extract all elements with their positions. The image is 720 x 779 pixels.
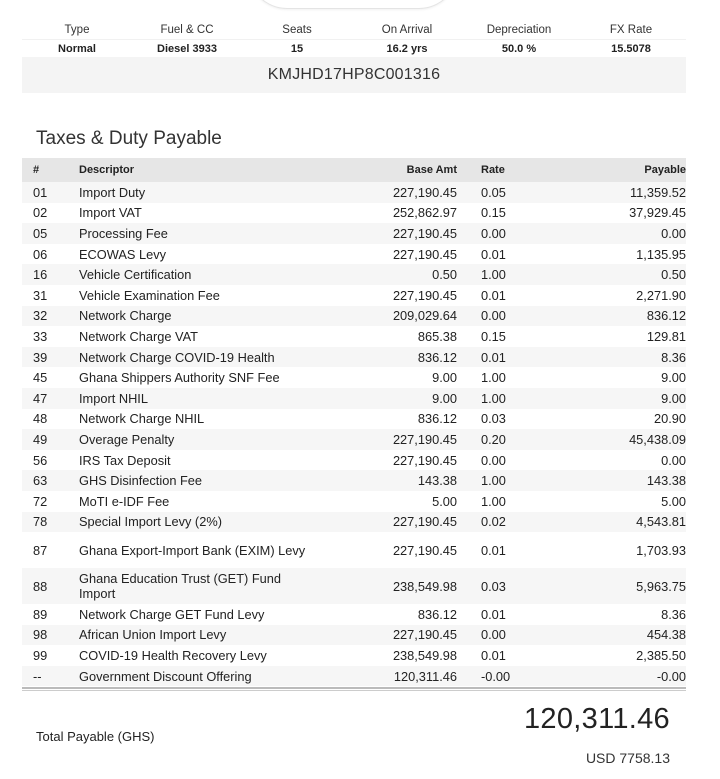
row-num: 16 <box>33 267 48 283</box>
summary-value-on-arrival: 16.2 yrs <box>386 42 428 55</box>
table-row <box>22 306 686 327</box>
row-descriptor: Network Charge NHIL <box>79 411 205 427</box>
row-rate: 0.03 <box>481 411 506 427</box>
table-row <box>22 203 686 224</box>
row-num: 05 <box>33 225 48 241</box>
row-descriptor: MoTI e-IDF Fee <box>79 493 170 509</box>
row-rate: 0.00 <box>481 452 506 468</box>
row-num: 56 <box>33 452 48 468</box>
vin-number: KMJHD17HP8C001316 <box>267 66 441 83</box>
table-row <box>22 223 686 244</box>
row-num: 45 <box>33 370 48 386</box>
section-title: Taxes & Duty Payable <box>36 128 222 149</box>
row-rate: 1.00 <box>481 473 506 489</box>
row-base-amt: 865.38 <box>417 328 457 344</box>
row-num: 49 <box>33 431 48 447</box>
row-num: 98 <box>33 627 48 643</box>
row-rate: 0.01 <box>481 246 506 262</box>
row-payable: 9.00 <box>661 370 686 386</box>
row-num: 02 <box>33 205 48 221</box>
table-row <box>22 532 686 568</box>
row-payable: 45,438.09 <box>629 431 686 447</box>
table-row <box>22 625 686 646</box>
table-row <box>22 470 686 491</box>
row-rate: 0.01 <box>481 648 506 664</box>
row-descriptor: Government Discount Offering <box>79 668 252 684</box>
table-row <box>22 409 686 430</box>
row-payable: 454.38 <box>646 627 686 643</box>
table-row <box>22 347 686 368</box>
row-descriptor: ECOWAS Levy <box>79 246 166 262</box>
header-base-amt: Base Amt <box>406 164 457 176</box>
table-row <box>22 367 686 388</box>
row-num: 32 <box>33 308 48 324</box>
row-rate: 0.20 <box>481 431 506 447</box>
total-amount: 120,311.46 <box>524 703 670 735</box>
row-payable: 37,929.45 <box>629 205 686 221</box>
table-row <box>22 264 686 285</box>
total-label: Total Payable (GHS) <box>36 729 155 744</box>
row-payable: 0.00 <box>661 225 686 241</box>
table-body <box>22 182 686 686</box>
table-row <box>22 512 686 533</box>
table-row <box>22 604 686 625</box>
summary-labels-row <box>22 20 686 39</box>
row-num: 87 <box>33 542 48 558</box>
row-num: 63 <box>33 473 48 489</box>
row-rate: 0.00 <box>481 308 506 324</box>
summary-value-fuel: Diesel 3933 <box>157 42 217 55</box>
row-num: 39 <box>33 349 48 365</box>
row-num: 33 <box>33 328 48 344</box>
taxes-table <box>22 158 686 691</box>
summary-label-fx-rate: FX Rate <box>609 23 653 36</box>
row-payable: 9.00 <box>661 390 686 406</box>
table-row <box>22 244 686 265</box>
row-rate: 0.00 <box>481 225 506 241</box>
table-row <box>22 285 686 306</box>
table-row <box>22 666 686 687</box>
row-base-amt: 238,549.98 <box>392 578 457 594</box>
summary-value-seats: 15 <box>290 42 304 55</box>
row-payable: 836.12 <box>646 308 686 324</box>
summary-value-fx-rate: 15.5078 <box>611 42 651 55</box>
summary-label-depreciation: Depreciation <box>486 23 552 36</box>
table-row <box>22 450 686 471</box>
row-base-amt: 227,190.45 <box>392 287 457 303</box>
row-num: 31 <box>33 287 48 303</box>
total-usd: USD 7758.13 <box>585 750 670 766</box>
row-base-amt: 227,190.45 <box>392 184 457 200</box>
summary-label-type: Type <box>64 23 90 36</box>
row-base-amt: 836.12 <box>417 606 457 622</box>
row-descriptor: Network Charge GET Fund Levy <box>79 606 265 622</box>
row-rate: 0.01 <box>481 287 506 303</box>
row-num: -- <box>33 668 42 684</box>
row-rate: 0.05 <box>481 184 506 200</box>
row-descriptor: Network Charge COVID-19 Health <box>79 349 275 365</box>
row-descriptor: Vehicle Certification <box>79 267 192 283</box>
table-row <box>22 182 686 203</box>
summary-label-fuel: Fuel & CC <box>160 23 214 36</box>
row-num: 47 <box>33 390 48 406</box>
row-descriptor: Special Import Levy (2%) <box>79 514 222 530</box>
header-payable: Payable <box>644 164 686 176</box>
row-payable: -0.00 <box>656 668 686 684</box>
row-payable: 2,385.50 <box>636 648 686 664</box>
row-num: 99 <box>33 648 48 664</box>
row-base-amt: 227,190.45 <box>392 246 457 262</box>
summary-label-on-arrival: On Arrival <box>381 23 433 36</box>
row-payable: 143.38 <box>646 473 686 489</box>
row-payable: 5,963.75 <box>636 578 686 594</box>
table-header <box>22 158 686 182</box>
row-payable: 5.00 <box>661 493 686 509</box>
vehicle-summary <box>22 20 686 57</box>
summary-values-row <box>22 39 686 57</box>
row-rate: 1.00 <box>481 493 506 509</box>
row-rate: 0.01 <box>481 606 506 622</box>
row-descriptor: African Union Import Levy <box>79 627 227 643</box>
summary-label-seats: Seats <box>282 23 312 36</box>
row-payable: 129.81 <box>646 328 686 344</box>
table-row <box>22 429 686 450</box>
header-num: # <box>33 164 40 176</box>
row-num: 06 <box>33 246 48 262</box>
row-rate: 0.00 <box>481 627 506 643</box>
row-payable: 2,271.90 <box>636 287 686 303</box>
row-descriptor: Import Duty <box>79 184 146 200</box>
row-base-amt: 143.38 <box>417 473 457 489</box>
row-descriptor: Ghana Education Trust (GET) Fund Import <box>79 571 282 602</box>
table-end-divider <box>22 687 686 691</box>
row-num: 48 <box>33 411 48 427</box>
row-descriptor: Processing Fee <box>79 225 168 241</box>
row-descriptor: Import NHIL <box>79 390 148 406</box>
row-rate: 1.00 <box>481 390 506 406</box>
header-rate: Rate <box>481 164 505 176</box>
row-rate: 0.15 <box>481 205 506 221</box>
row-descriptor: Network Charge VAT <box>79 328 199 344</box>
header-descriptor: Descriptor <box>79 163 135 176</box>
row-base-amt: 209,029.64 <box>392 308 457 324</box>
row-rate: -0.00 <box>481 668 511 684</box>
table-row <box>22 326 686 347</box>
summary-value-depreciation: 50.0 % <box>501 42 537 55</box>
row-base-amt: 227,190.45 <box>392 542 457 558</box>
row-payable: 20.90 <box>653 411 686 427</box>
table-row <box>22 568 686 604</box>
row-payable: 4,543.81 <box>636 514 686 530</box>
row-rate: 1.00 <box>481 267 506 283</box>
row-num: 88 <box>33 578 48 594</box>
top-card-edge <box>248 0 458 9</box>
row-base-amt: 238,549.98 <box>392 648 457 664</box>
row-payable: 0.50 <box>661 267 686 283</box>
row-base-amt: 227,190.45 <box>392 431 457 447</box>
row-payable: 1,135.95 <box>636 246 686 262</box>
row-payable: 8.36 <box>661 606 686 622</box>
summary-value-type: Normal <box>58 42 96 55</box>
row-descriptor: IRS Tax Deposit <box>79 452 171 468</box>
row-base-amt: 252,862.97 <box>392 205 457 221</box>
row-rate: 0.02 <box>481 514 506 530</box>
row-base-amt: 0.50 <box>432 267 457 283</box>
row-rate: 0.01 <box>481 542 506 558</box>
row-rate: 1.00 <box>481 370 506 386</box>
row-base-amt: 227,190.45 <box>392 225 457 241</box>
row-base-amt: 836.12 <box>417 349 457 365</box>
row-base-amt: 9.00 <box>432 370 457 386</box>
row-base-amt: 227,190.45 <box>392 452 457 468</box>
row-rate: 0.01 <box>481 349 506 365</box>
row-rate: 0.03 <box>481 578 506 594</box>
row-payable: 1,703.93 <box>636 542 686 558</box>
row-num: 78 <box>33 514 48 530</box>
table-row <box>22 388 686 409</box>
row-payable: 0.00 <box>661 452 686 468</box>
row-descriptor: Network Charge <box>79 308 172 324</box>
row-base-amt: 227,190.45 <box>392 627 457 643</box>
row-base-amt: 836.12 <box>417 411 457 427</box>
row-descriptor: COVID-19 Health Recovery Levy <box>79 648 267 664</box>
row-base-amt: 5.00 <box>432 493 457 509</box>
row-base-amt: 227,190.45 <box>392 514 457 530</box>
table-row <box>22 491 686 512</box>
row-descriptor: Ghana Shippers Authority SNF Fee <box>79 370 280 386</box>
row-payable: 8.36 <box>661 349 686 365</box>
row-descriptor: GHS Disinfection Fee <box>79 473 203 489</box>
table-row <box>22 645 686 666</box>
row-base-amt: 9.00 <box>432 390 457 406</box>
row-num: 72 <box>33 493 48 509</box>
row-rate: 0.15 <box>481 328 506 344</box>
row-descriptor: Overage Penalty <box>79 431 175 447</box>
row-num: 01 <box>33 184 48 200</box>
row-descriptor: Vehicle Examination Fee <box>79 287 220 303</box>
row-descriptor: Import VAT <box>79 205 142 221</box>
row-base-amt: 120,311.46 <box>393 668 457 684</box>
row-payable: 11,359.52 <box>630 184 686 200</box>
row-num: 89 <box>33 606 48 622</box>
row-descriptor: Ghana Export-Import Bank (EXIM) Levy <box>79 542 306 558</box>
vin-bar <box>22 57 686 93</box>
